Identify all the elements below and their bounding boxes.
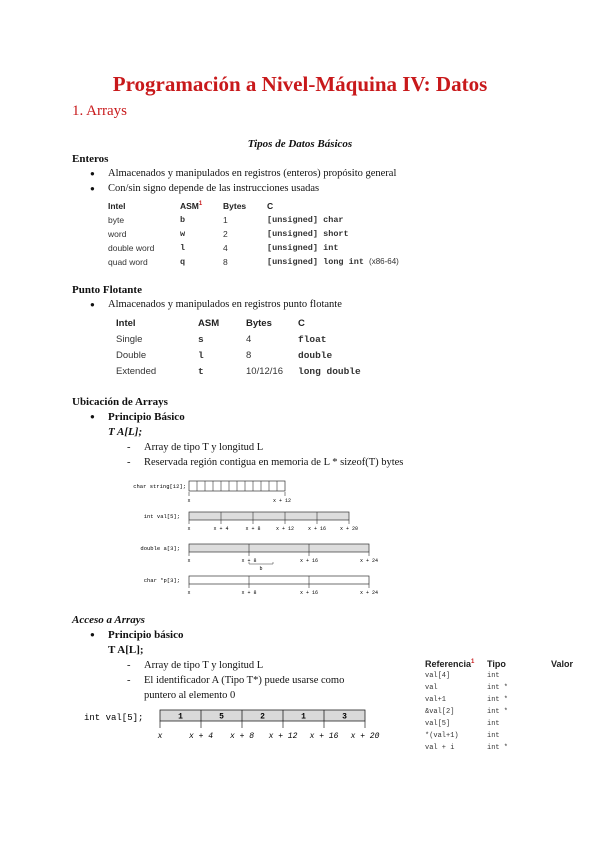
address-label: x + 16 xyxy=(307,526,327,532)
table-row: word w 2 [unsigned] short xyxy=(108,229,349,239)
address-label: x xyxy=(187,526,191,532)
col-header: Bytes xyxy=(246,317,272,329)
address-label: x + 16 xyxy=(309,732,339,741)
address-label: x + 8 xyxy=(241,590,257,596)
cell-value: 2 xyxy=(260,712,265,722)
cell-value: 1 xyxy=(178,712,183,722)
address-label: x + 4 xyxy=(188,732,214,741)
dash-item: - Array de tipo T y longitud L xyxy=(144,660,263,671)
col-header: C xyxy=(298,317,305,329)
address-label: x + 12 xyxy=(268,732,298,741)
address-label: x xyxy=(187,590,191,596)
bullet-item: ● Almacenados y manipulados en registros punto flotante xyxy=(108,299,342,310)
address-label: x + 8 xyxy=(229,732,255,741)
table-row: val + i int * xyxy=(425,744,509,752)
char-array-cells xyxy=(189,481,285,491)
table-row: val int * xyxy=(425,684,509,692)
table-row: quad word q 8 [unsigned] long int (x86-64) xyxy=(108,257,399,267)
table-row: val+1 int * xyxy=(425,696,509,704)
col-header: ASM xyxy=(198,317,220,329)
address-label: x + 12 xyxy=(272,498,292,504)
diagram-decl: double a[3]; xyxy=(140,545,180,552)
address-label: x + 20 xyxy=(350,732,380,741)
integers-heading: Enteros xyxy=(72,153,109,165)
col-header: Valor xyxy=(551,659,574,669)
address-label: x + 8 xyxy=(241,558,257,564)
array-access-heading: Acceso a Arrays xyxy=(72,614,145,626)
footnote-mark: 1 xyxy=(198,201,203,208)
address-label: x xyxy=(187,498,191,504)
principle-item: ● Principio Básico xyxy=(108,411,185,423)
cell-value: 1 xyxy=(301,712,306,722)
double-array-bar xyxy=(189,544,369,552)
reference-table xyxy=(425,658,573,754)
address-label: x + 20 xyxy=(339,526,359,532)
array-layout-diagrams xyxy=(100,474,400,604)
array-declaration: T A[L]; xyxy=(108,426,143,438)
section-heading: 1. Arrays xyxy=(72,103,127,119)
page-title: Programación a Nivel-Máquina IV: Datos xyxy=(112,72,488,96)
col-header: Intel xyxy=(116,317,136,329)
table-row: Double l 8 double xyxy=(116,349,333,361)
table-row: byte b 1 [unsigned] char xyxy=(108,215,344,225)
float-types-table xyxy=(116,315,361,379)
table-row: val[4] int xyxy=(425,672,500,680)
footnote-mark: 1 xyxy=(471,659,475,665)
address-label: x + 24 xyxy=(359,590,379,596)
diagram-decl: char *p[3]; xyxy=(143,577,180,584)
col-header: Referencia$^1$ xyxy=(425,659,475,669)
table-row: *(val+1) int xyxy=(425,732,500,740)
integer-types-table xyxy=(108,199,399,269)
col-header: Intel xyxy=(108,201,126,211)
array-declaration-label: int val[5]; xyxy=(84,713,144,723)
diagram-decl: int val[5]; xyxy=(143,513,180,520)
cell-value: 5 xyxy=(219,712,224,722)
address-label: x + 12 xyxy=(275,526,295,532)
array-declaration: T A[L]; xyxy=(108,644,144,656)
table-row: Extended t 10/12/16 long double xyxy=(116,365,361,377)
address-label: x xyxy=(187,558,191,564)
address-label: x xyxy=(157,732,163,741)
dash-item-continued: puntero al elemento 0 xyxy=(144,690,236,701)
address-label: x + 16 xyxy=(299,558,319,564)
table-row: Single s 4 float xyxy=(116,333,327,345)
diagram-decl: char string[12]; xyxy=(133,483,186,490)
bullet-item: ● Con/sin signo depende de las instrucciones usadas xyxy=(108,183,319,194)
dash-item: - Array de tipo T y longitud L xyxy=(144,442,263,453)
table-row: &val[2] int * xyxy=(425,708,509,716)
int-array-bar xyxy=(189,512,349,520)
bullet-item: ● Almacenados y manipulados en registros (enteros) propósito general xyxy=(108,168,396,179)
pointer-array-bar xyxy=(189,576,369,584)
dash-item: - El identificador A (Tipo T*) puede usarse como xyxy=(144,675,344,686)
table-row: val[5] int xyxy=(425,720,500,728)
table-row: double word l 4 [unsigned] int xyxy=(108,243,339,253)
col-header: Bytes xyxy=(223,201,247,211)
col-header: Tipo xyxy=(487,659,506,669)
address-label: x + 4 xyxy=(213,526,229,532)
bracket-label: b xyxy=(259,566,263,572)
dash-item: - Reservada región contigua en memoria de L * sizeof(T) bytes xyxy=(144,457,403,468)
cell-value: 3 xyxy=(342,712,347,722)
col-header: ASM$^1$ xyxy=(180,201,203,211)
address-label: x + 8 xyxy=(245,526,261,532)
principle-item: ● Principio básico xyxy=(108,629,183,641)
array-location-heading: Ubicación de Arrays xyxy=(72,396,168,408)
subsection-title: Tipos de Datos Básicos xyxy=(247,138,353,150)
float-heading: Punto Flotante xyxy=(72,284,142,296)
address-label: x + 24 xyxy=(359,558,379,564)
int-array-diagram xyxy=(80,706,390,746)
col-header: C xyxy=(267,201,274,211)
address-label: x + 16 xyxy=(299,590,319,596)
